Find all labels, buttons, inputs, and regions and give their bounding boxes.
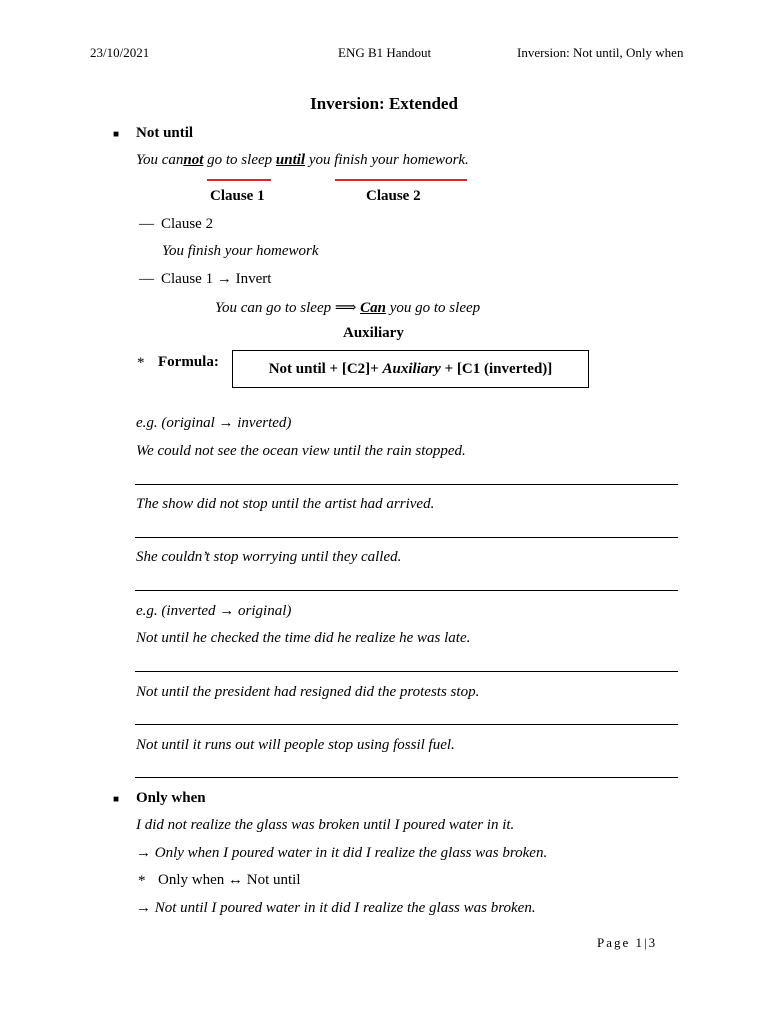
- page-title: Inversion: Extended: [310, 94, 458, 113]
- step1-text: You finish your homework: [162, 243, 319, 259]
- answer-line: [135, 724, 678, 725]
- clause2-label: Clause 2: [366, 188, 421, 204]
- asterisk-icon: *: [137, 355, 145, 371]
- example-part1: You can: [136, 152, 184, 168]
- formula-label: Formula:: [158, 354, 219, 370]
- answer-line: [135, 484, 678, 485]
- step2-before: You can go to sleep ⟹: [215, 300, 361, 316]
- header-date: 23/10/2021: [90, 45, 150, 60]
- answer-line: [135, 590, 678, 591]
- only-when-note: Only when ↔ Not until: [158, 872, 301, 888]
- header-topic: Inversion: Not until, Only when: [517, 45, 684, 60]
- exercise-sentence: Not until the president had resigned did the protests stop.: [136, 684, 480, 700]
- only-when-line1: I did not realize the glass was broken until I poured water in it.: [136, 817, 515, 833]
- asterisk-icon: *: [138, 873, 146, 889]
- answer-line: [135, 537, 678, 538]
- step1-label: Clause 2: [161, 216, 214, 232]
- dash-icon: —: [139, 216, 154, 232]
- example-until: until: [275, 152, 306, 168]
- exercise-sentence: Not until he checked the time did he realize he was late.: [136, 630, 471, 646]
- answer-line: [135, 671, 678, 672]
- example-part3: you finish your homework.: [305, 152, 469, 168]
- bullet-icon: ■: [113, 794, 120, 805]
- clause2-underline: [335, 179, 467, 181]
- only-when-line3: → Not until I poured water in it did I realize the glass was broken.: [136, 900, 536, 916]
- formula-box: [232, 350, 589, 388]
- step2-label: Clause 1 → Invert: [161, 271, 272, 287]
- only-when-line2: → Only when I poured water in it did I realize the glass was broken.: [136, 845, 548, 861]
- not-until-example: [136, 152, 469, 169]
- step2-after: you go to sleep: [385, 300, 481, 316]
- header-course: ENG B1 Handout: [338, 45, 432, 60]
- exercise2-heading: e.g. (inverted → original): [136, 603, 292, 619]
- formula-aux: Auxiliary: [382, 360, 441, 377]
- step2-inversion: [215, 298, 480, 317]
- example-not: not: [183, 152, 204, 168]
- section-heading-not-until: Not until: [136, 125, 194, 141]
- dash-icon: —: [139, 271, 154, 287]
- bullet-icon: ■: [113, 129, 120, 140]
- page-number: Page 1|3: [597, 935, 658, 950]
- exercise1-heading: e.g. (original → inverted): [136, 415, 292, 431]
- clause1-underline: [207, 179, 271, 181]
- clause1-label: Clause 1: [210, 188, 265, 204]
- formula-part1: Not until + [C2]+: [268, 360, 379, 377]
- exercise-sentence: Not until it runs out will people stop using fossil fuel.: [136, 737, 455, 753]
- exercise-sentence: We could not see the ocean view until the rain stopped.: [136, 443, 466, 459]
- step2-can: Can: [360, 300, 386, 316]
- auxiliary-label: Auxiliary: [343, 325, 404, 341]
- exercise-sentence: She couldn’t stop worrying until they called.: [136, 549, 402, 565]
- answer-line: [135, 777, 678, 778]
- exercise-sentence: The show did not stop until the artist had arrived.: [136, 496, 435, 512]
- example-part2: go to sleep: [203, 152, 276, 168]
- section-heading-only-when: Only when: [136, 790, 206, 806]
- formula-part2: + [C1 (inverted)]: [444, 360, 553, 377]
